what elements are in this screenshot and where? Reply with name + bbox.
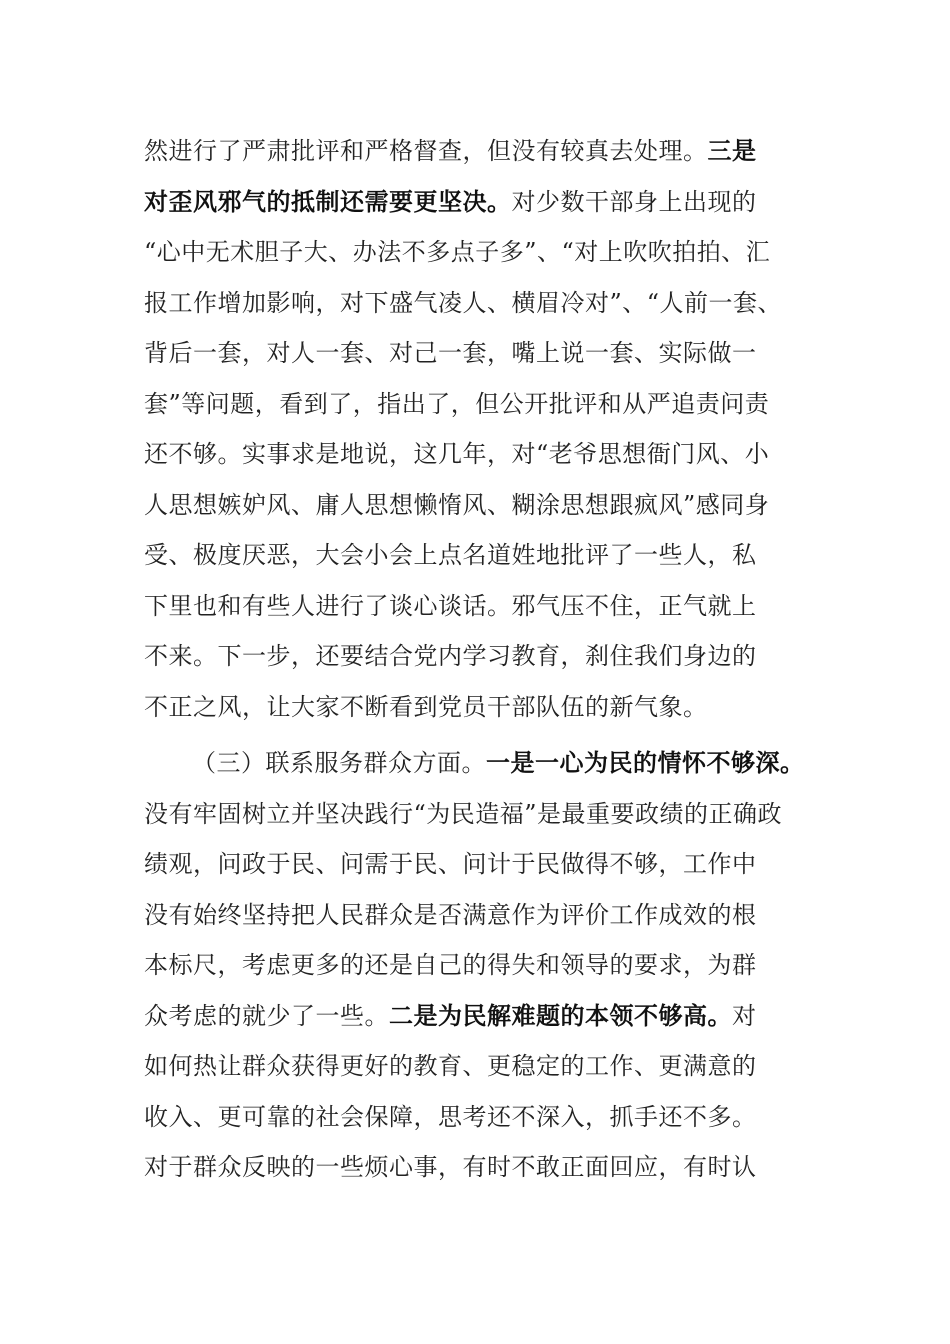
text-line: 收入、更可靠的社会保障，思考还不深入，抓手还不多。 — [144, 1102, 757, 1131]
bold-heading: 一是一心为民的情怀不够深。 — [486, 748, 805, 777]
bold-heading: 二是为民解难题的本领不够高。 — [389, 1000, 732, 1030]
text-line: 背后一套，对人一套、对己一套，嘴上说一套、实际做一 — [144, 339, 757, 367]
text-line: 绩观，问政于民、问需于民、问计于民做得不够，工作中 — [144, 850, 757, 878]
text-line: 受、极度厌恶，大会小会上点名道姓地批评了一些人，私 — [144, 541, 757, 569]
text-line: 还不够。实事求是地说，这几年，对“老爷思想衙门风、小 — [144, 440, 770, 468]
text-line: 不正之风，让大家不断看到党员干部队伍的新气象。 — [144, 692, 708, 721]
text-line: “心中无术胆子大、办法不多点子多”、“对上吹吹拍拍、汇 — [144, 238, 771, 266]
bold-heading: 对歪风邪气的抵制还需要更坚决。 — [144, 186, 512, 216]
text-line: 本标尺，考虑更多的还是自己的得失和领导的要求，为群 — [144, 951, 757, 979]
text-line: 众考虑的就少了一些。二是为民解难题的本领不够高。对 — [144, 1000, 757, 1030]
text-line: 套”等问题，看到了，指出了，但公开批评和从严追责问责 — [144, 389, 770, 418]
text-line: 没有牢固树立并坚决践行“为民造福”是最重要政绩的正确政 — [144, 799, 783, 828]
text-line: 人思想嫉妒风、庸人思想懒惰风、糊涂思想跟疯风”感同身 — [144, 490, 770, 519]
section-heading: （三）联系服务群众方面。 — [192, 749, 486, 777]
text-line: 没有始终坚持把人民群众是否满意作为评价工作成效的根 — [144, 900, 757, 929]
bold-heading: 三是 — [707, 136, 757, 165]
text-line: 不来。下一步，还要结合党内学习教育，刹住我们身边的 — [144, 642, 757, 670]
text-line: 下里也和有些人进行了谈心谈话。邪气压不住，正气就上 — [144, 591, 757, 620]
text-line: 如何热让群众获得更好的教育、更稳定的工作、更满意的 — [144, 1052, 757, 1080]
section-heading-line — [144, 738, 824, 789]
text-line: 对歪风邪气的抵制还需要更坚决。对少数干部身上出现的 — [144, 186, 757, 216]
text-line: 然进行了严肃批评和严格督查，但没有较真去处理。三是 — [144, 136, 757, 165]
text-line: 报工作增加影响，对下盛气凌人、横眉冷对”、“人前一套、 — [144, 288, 783, 317]
text-line: 对于群众反映的一些烦心事，有时不敢正面回应，有时认 — [144, 1153, 757, 1181]
body-text — [144, 126, 824, 1193]
